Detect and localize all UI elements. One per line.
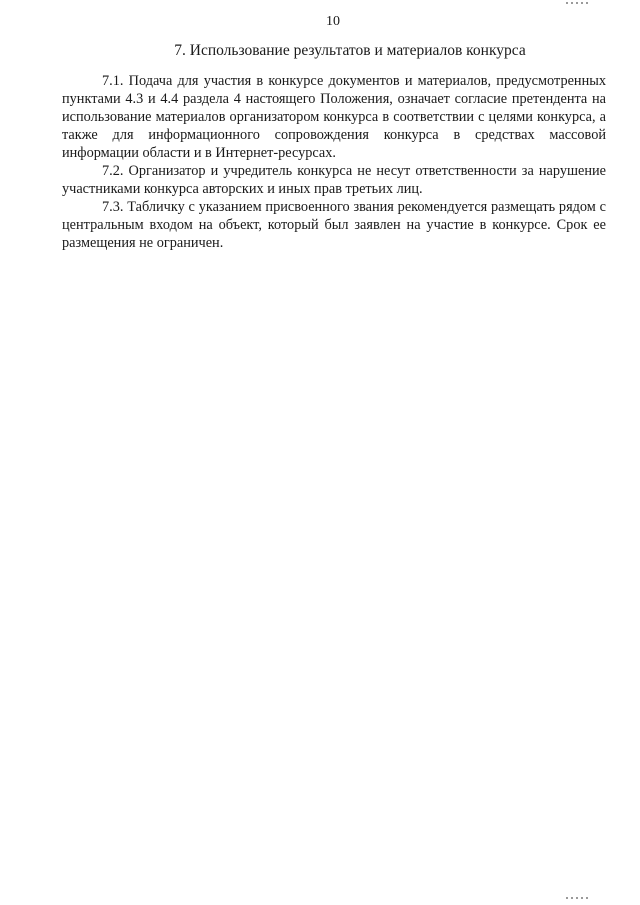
paragraph-7-3: 7.3. Табличку с указанием присвоенного звания рекомендуется размещать рядом с центральным входом на объект, который был заявлен на участие в конкурсе. Срок ее размещения не ограничен.	[62, 199, 606, 251]
paragraph-7-2: 7.2. Организатор и учредитель конкурса не несут ответственности за нарушение участниками конкурса авторских и иных прав третьих лиц.	[62, 163, 606, 197]
scan-mark-bottom	[566, 897, 588, 899]
paragraph-7-1: 7.1. Подача для участия в конкурсе документов и материалов, предусмотренных пунктами 4.3 и 4.4 раздела 4 настоящего Положения, означает согласие претендента на использование материалов организатором конкурса в соответствии с целями конкурса, а также для информационного сопровождения конкурса в средствах массовой информации области и в Интернет-ресурсах.	[62, 73, 606, 161]
page-number: 10	[326, 14, 340, 29]
scan-mark-top	[566, 2, 588, 4]
section-body	[62, 72, 606, 252]
section-title: 7. Использование результатов и материалов конкурса	[174, 42, 526, 59]
